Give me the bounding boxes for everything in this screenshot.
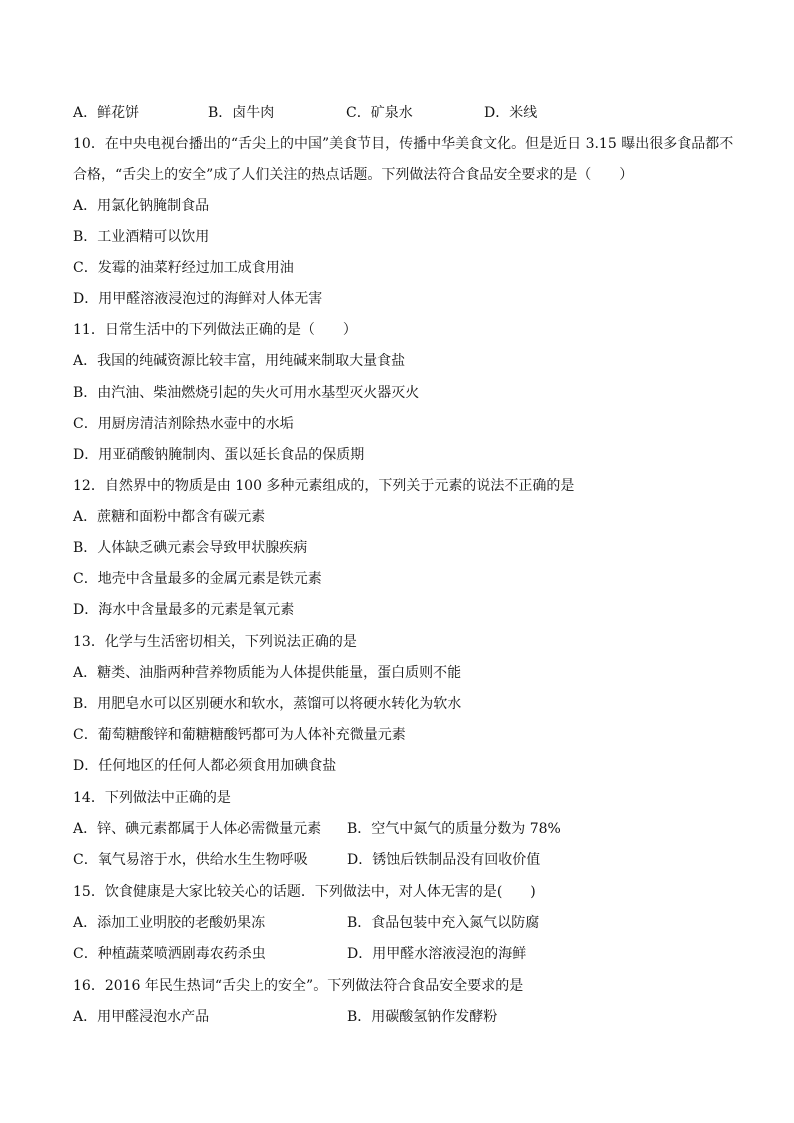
q16-option-a: A．用甲醛浸泡水产品 [73, 1009, 210, 1025]
q9-option-a: A．鲜花饼 [73, 105, 140, 121]
q13-option-d: D．任何地区的任何人都必须食用加碘食盐 [73, 758, 337, 774]
q9-option-d: D．米线 [484, 105, 538, 121]
q9-option-b: B．卤牛肉 [208, 105, 275, 121]
q12-option-b: B．人体缺乏碘元素会导致甲状腺疾病 [73, 540, 308, 556]
q12-stem: 12．自然界中的物质是由 100 多种元素组成的，下列关于元素的说法不正确的是 [73, 478, 575, 494]
q15-option-c: C．种植蔬菜喷洒剧毒农药杀虫 [73, 946, 266, 962]
q14-option-b: B．空气中氮气的质量分数为 78% [347, 821, 561, 837]
q14-option-a: A．锌、碘元素都属于人体必需微量元素 [73, 821, 322, 837]
q11-option-c: C．用厨房清洁剂除热水壶中的水垢 [73, 416, 294, 432]
q15-option-b: B．食品包装中充入氮气以防腐 [347, 915, 540, 931]
q10-option-c: C．发霉的油菜籽经过加工成食用油 [73, 260, 294, 276]
q14-option-d: D．锈蚀后铁制品没有回收价值 [347, 852, 541, 868]
q14-stem: 14．下列做法中正确的是 [73, 790, 231, 806]
q13-option-b: B．用肥皂水可以区别硬水和软水，蒸馏可以将硬水转化为软水 [73, 696, 462, 712]
q10-option-a: A．用氯化钠腌制食品 [73, 198, 210, 214]
q13-option-c: C．葡萄糖酸锌和葡糖糖酸钙都可为人体补充微量元素 [73, 727, 406, 743]
q9-option-c: C．矿泉水 [346, 105, 413, 121]
q11-stem: 11．日常生活中的下列做法正确的是（ ） [73, 322, 357, 338]
q10-stem-line1: 10．在中央电视台播出的“舌尖上的中国”美食节目，传播中华美食文化。但是近日 3.15 曝出很多食品都不 [73, 136, 734, 152]
q16-option-b: B．用碳酸氢钠作发酵粉 [347, 1009, 498, 1025]
q12-option-c: C．地壳中含量最多的金属元素是铁元素 [73, 571, 322, 587]
q15-stem: 15．饮食健康是大家比较关心的话题．下列做法中，对人体无害的是( ) [73, 884, 536, 900]
q11-option-a: A．我国的纯碱资源比较丰富，用纯碱来制取大量食盐 [73, 353, 406, 369]
q15-option-d: D．用甲醛水溶液浸泡的海鲜 [347, 946, 527, 962]
q10-stem-line2: 合格，“舌尖上的安全”成了人们关注的热点话题。下列做法符合食品安全要求的是（ ） [73, 167, 634, 183]
q14-option-c: C．氧气易溶于水，供给水生生物呼吸 [73, 852, 308, 868]
q10-option-b: B．工业酒精可以饮用 [73, 229, 210, 245]
q11-option-b: B．由汽油、柴油燃烧引起的失火可用水基型灭火器灭火 [73, 385, 420, 401]
q12-option-d: D．海水中含量最多的元素是氧元素 [73, 602, 295, 618]
q12-option-a: A．蔗糖和面粉中都含有碳元素 [73, 509, 266, 525]
q13-option-a: A．糖类、油脂两种营养物质能为人体提供能量，蛋白质则不能 [73, 665, 462, 681]
q16-stem: 16．2016 年民生热词“舌尖上的安全”。下列做法符合食品安全要求的是 [73, 978, 524, 994]
q11-option-d: D．用亚硝酸钠腌制肉、蛋以延长食品的保质期 [73, 447, 365, 463]
q10-option-d: D．用甲醛溶液浸泡过的海鲜对人体无害 [73, 291, 323, 307]
q13-stem: 13．化学与生活密切相关，下列说法正确的是 [73, 634, 357, 650]
q15-option-a: A．添加工业明胶的老酸奶果冻 [73, 915, 266, 931]
